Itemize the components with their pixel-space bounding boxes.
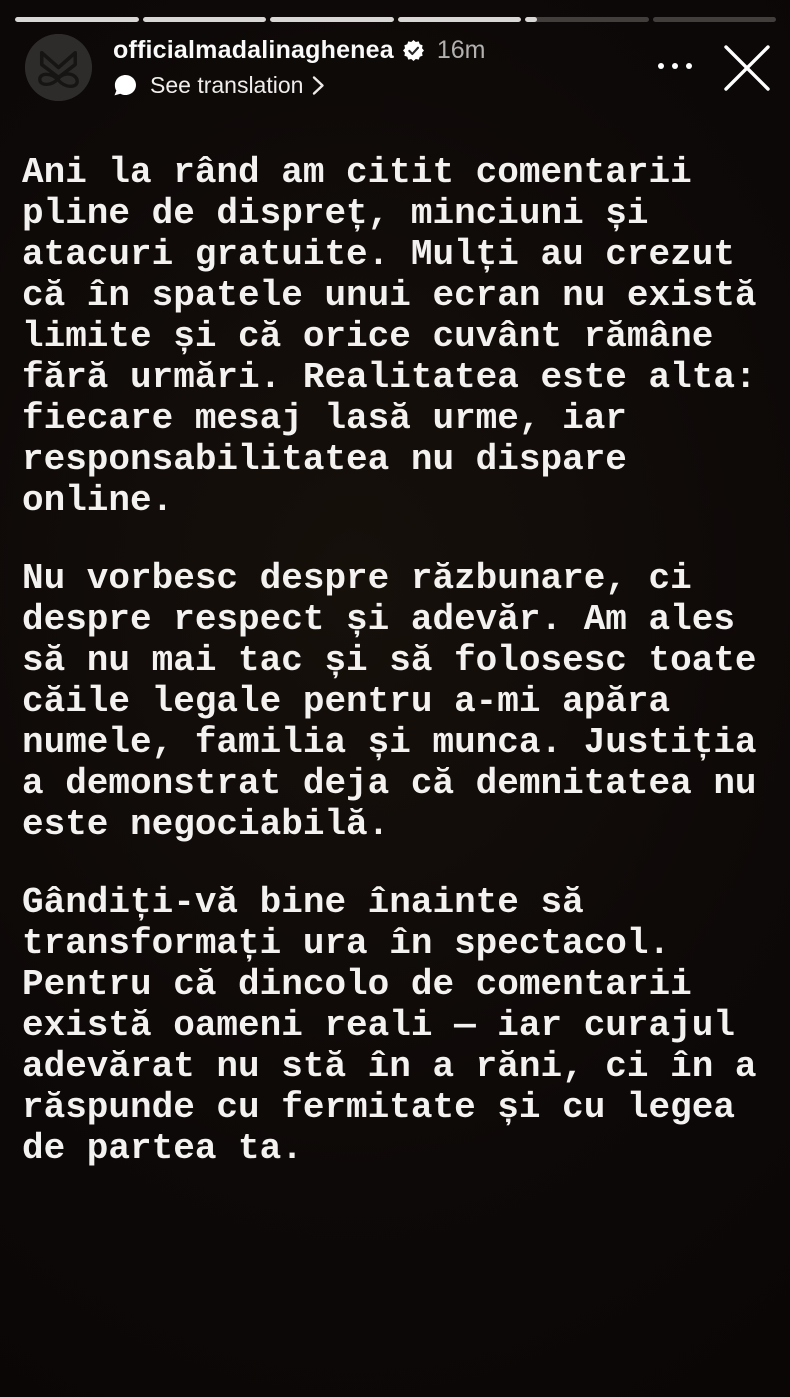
story-text-line: despre respect și adevăr. Am ales [22, 599, 735, 640]
story-progress-segment [525, 17, 649, 22]
story-text-line: Pentru că dincolo de comentarii [22, 964, 692, 1005]
story-text-line: responsabilitatea nu dispare [22, 439, 627, 480]
story-text-line: transformați ura în spectacol. [22, 923, 671, 964]
story-text-line: că în spatele unui ecran nu există [22, 275, 757, 316]
header-actions [652, 45, 770, 91]
story-text-line: răspunde cu fermitate și cu legea [22, 1087, 735, 1128]
story-text-line: căile legale pentru a-mi apăra [22, 681, 671, 722]
story-text-line: adevărat nu stă în a răni, ci în a [22, 1046, 757, 1087]
story-options-button[interactable] [652, 53, 698, 79]
close-x-icon [724, 45, 770, 91]
see-translation-label: See translation [150, 72, 304, 98]
story-progress-segment [15, 17, 139, 22]
story-text-line: există oameni reali — iar curajul [22, 1005, 735, 1046]
avatar[interactable] [25, 34, 92, 101]
story-text-line: Nu vorbesc despre răzbunare, ci [22, 558, 692, 599]
header-text [113, 36, 652, 99]
story-text-line: fără urmări. Realitatea este alta: [22, 357, 757, 398]
story-text-line: Gândiți-vă bine înainte să [22, 882, 584, 923]
story-progress-segment [270, 17, 394, 22]
header-username-row [113, 36, 652, 65]
story-text-line: este negociabilă. [22, 804, 390, 845]
verified-badge-icon [403, 40, 424, 61]
story-progress-segment [398, 17, 522, 22]
story-text [22, 152, 778, 1206]
story-progress-bar [15, 17, 776, 22]
story-text-line: Ani la rând am citit comentarii [22, 152, 692, 193]
story-text-line: a demonstrat deja că demnitatea nu [22, 763, 757, 804]
story-text-line: atacuri gratuite. Mulți au crezut [22, 234, 735, 275]
story-progress-segment [143, 17, 267, 22]
story-timestamp: 16m [436, 36, 486, 64]
three-dots-icon [658, 63, 664, 69]
story-text-line: numele, familia și munca. Justiția [22, 722, 757, 763]
see-translation-button[interactable] [113, 72, 652, 99]
translation-bubble-icon [113, 74, 137, 98]
story-progress-segment [653, 17, 777, 22]
story-text-line: online. [22, 480, 174, 521]
close-story-button[interactable] [724, 45, 770, 91]
mg-monogram-icon [25, 34, 92, 101]
story-header [25, 34, 770, 101]
story-paragraph [22, 882, 778, 1169]
story-text-line: pline de dispreț, minciuni și [22, 193, 649, 234]
story-text-line: fiecare mesaj lasă urme, iar [22, 398, 627, 439]
three-dots-icon [672, 63, 678, 69]
story-paragraph [22, 152, 778, 521]
story-paragraph [22, 558, 778, 845]
chevron-right-icon [312, 75, 325, 96]
three-dots-icon [686, 63, 692, 69]
username[interactable]: officialmadalinaghenea [113, 36, 394, 64]
story-text-line: limite și că orice cuvânt rămâne [22, 316, 714, 357]
story-text-line: de partea ta. [22, 1128, 303, 1169]
story-text-line: să nu mai tac și să folosesc toate [22, 640, 757, 681]
